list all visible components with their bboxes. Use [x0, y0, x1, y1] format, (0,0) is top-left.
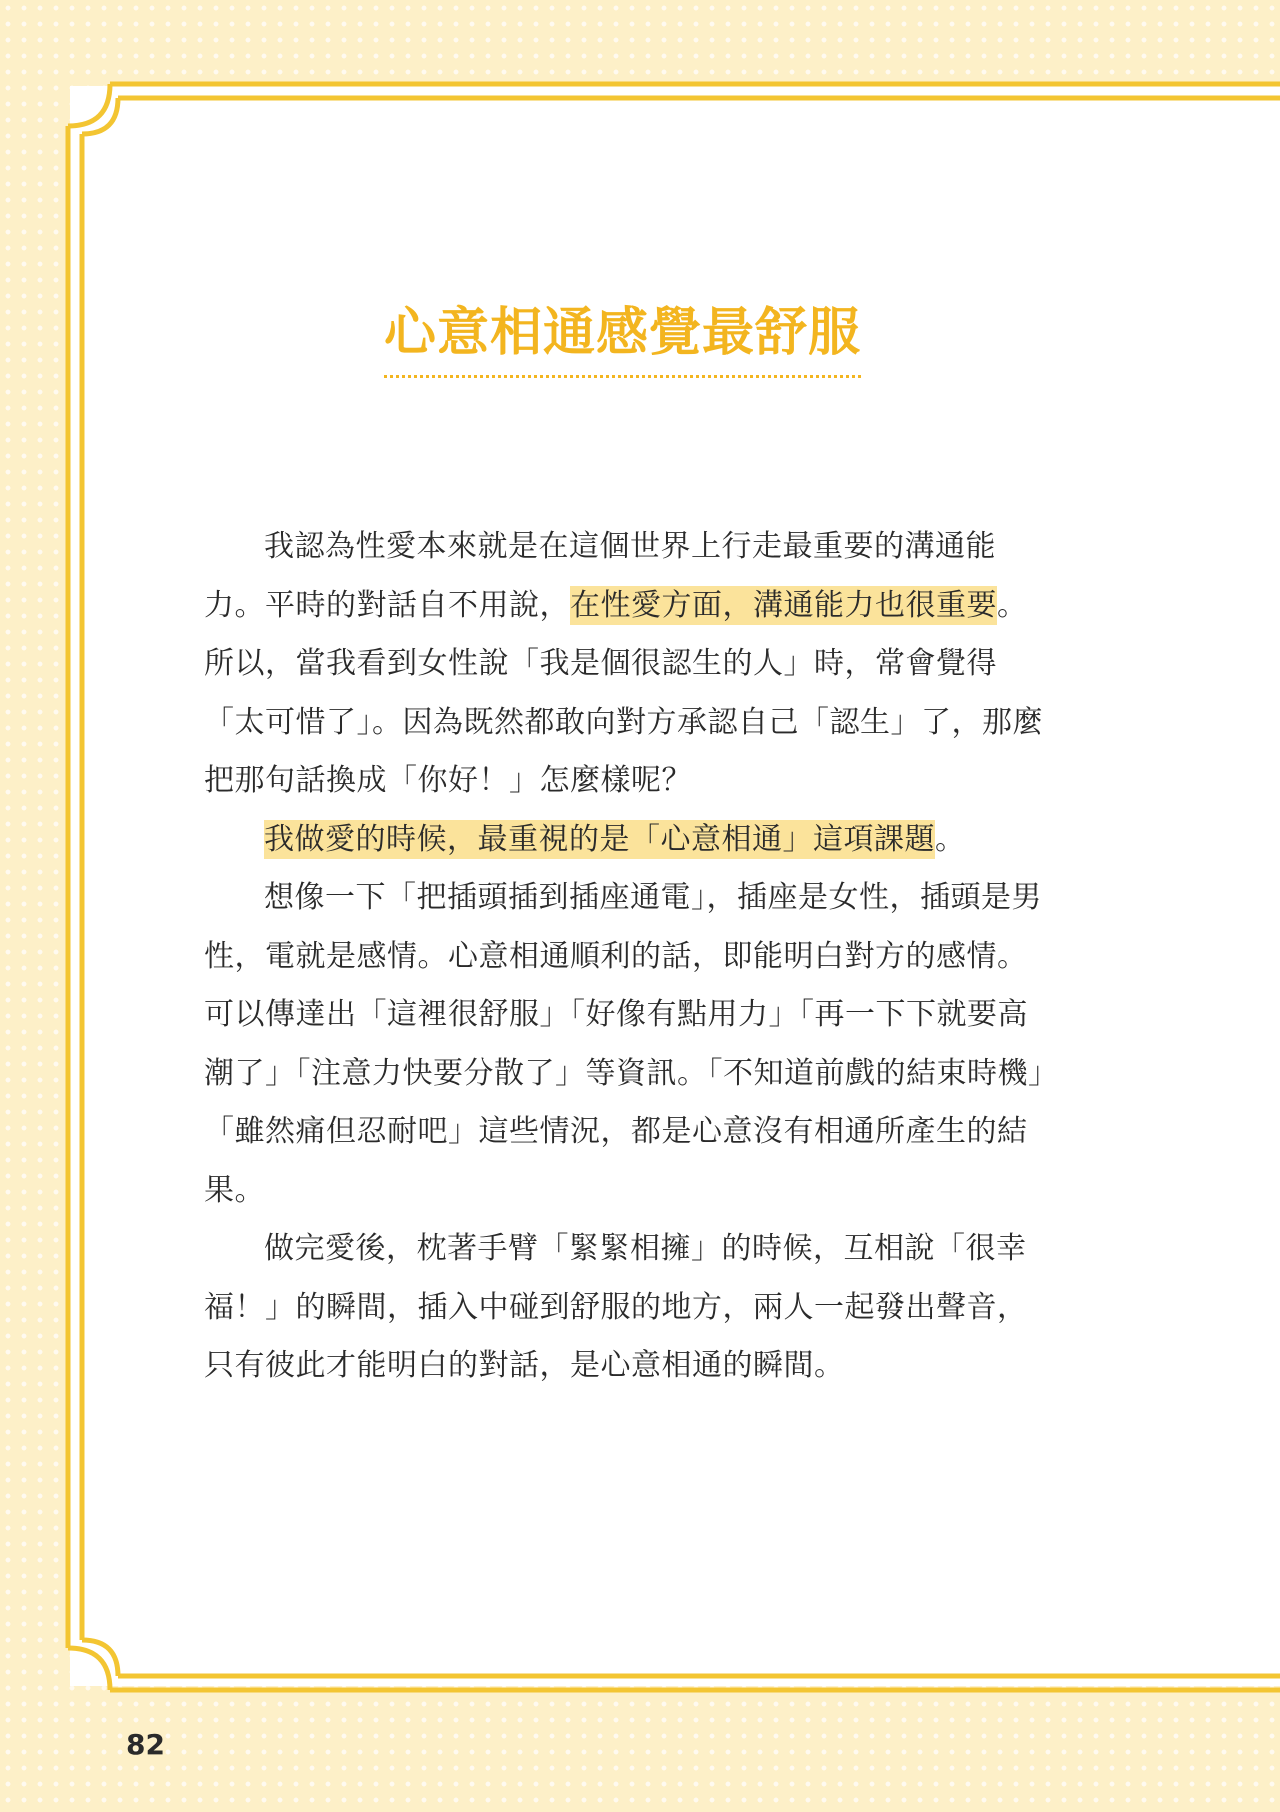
paragraph — [204, 811, 1054, 870]
highlighted-text: 我做愛的時候，最重視的是「心意相通」這項課題 — [264, 821, 935, 857]
page-number: 82 — [126, 1728, 165, 1761]
paragraph-text: 。所以，當我看到女性說「我是個很認生的人」時，常會覺得「太可惜了」。因為既然都敢向對方承認自己「認生」了，那麼把那句話換成「你好！」怎麼樣呢？ — [204, 587, 1043, 798]
highlighted-text: 在性愛方面，溝通能力也很重要 — [570, 587, 997, 623]
paragraph: 想像一下「把插頭插到插座通電」，插座是女性，插頭是男性，電就是感情。心意相通順利的話，即能明白對方的感情。可以傳達出「這裡很舒服」「好像有點用力」「再一下下就要高潮了」「注意力快要分散了」等資訊。「不知道前戲的結束時機」「雖然痛但忍耐吧」這些情況，都是心意沒有相通所產生的結果。 — [204, 880, 1044, 1208]
paragraph: 做完愛後，枕著手臂「緊緊相擁」的時候，互相說「很幸福！」的瞬間，插入中碰到舒服的地方，兩人一起發出聲音，只有彼此才能明白的對話，是心意相通的瞬間。 — [204, 1231, 1028, 1383]
paragraph-text: 我認為性愛本來就是在這個世界上行走最重要的溝通能力。平時的對話自不用說， — [204, 529, 996, 623]
page-title: 心意相通感覺最舒服 — [384, 290, 861, 378]
body-text — [204, 518, 1054, 1396]
paragraph — [204, 518, 1054, 811]
paragraph-text: 。 — [935, 821, 966, 857]
